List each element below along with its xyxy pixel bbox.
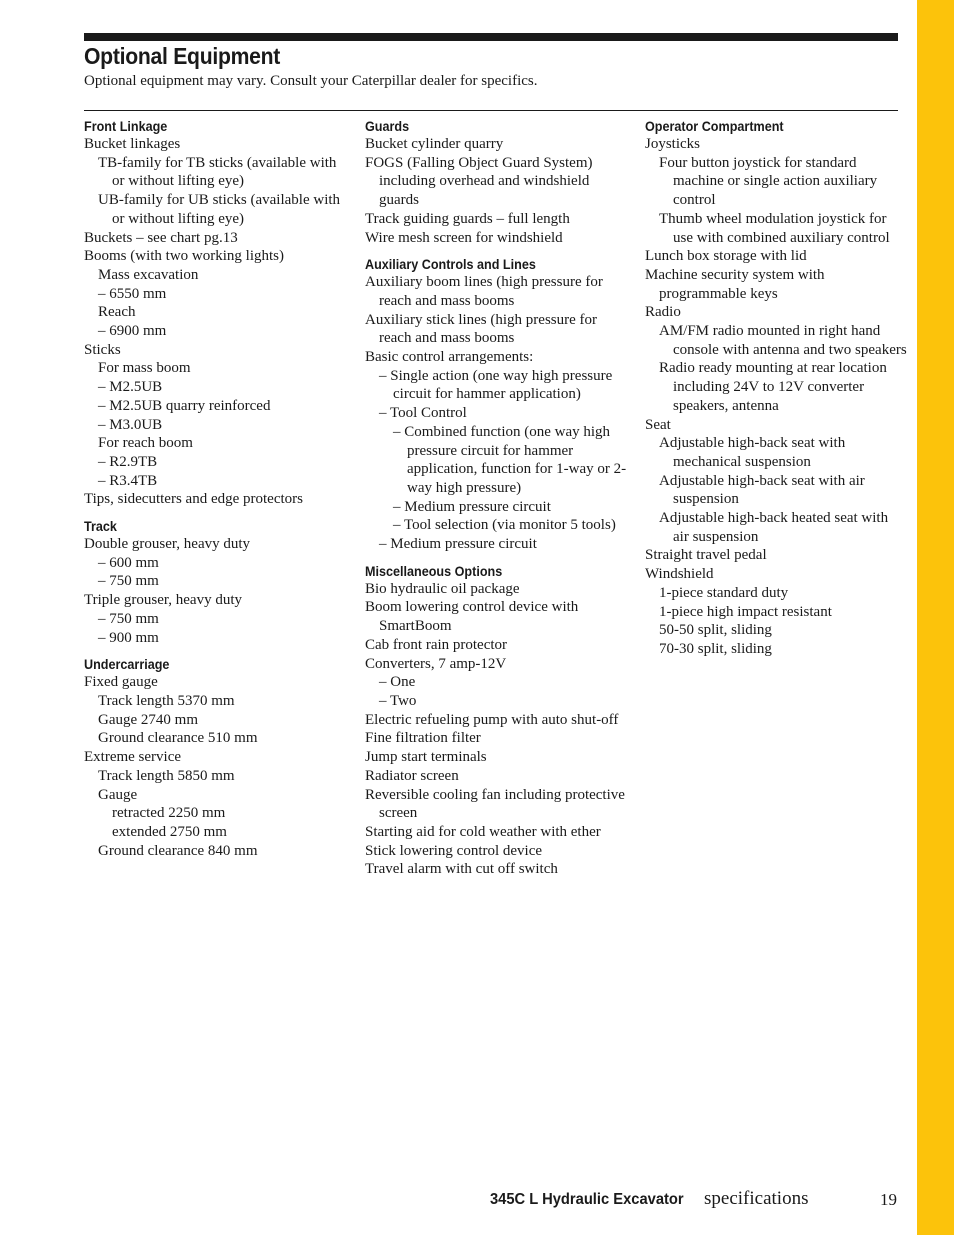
accent-side-bar <box>917 0 954 1235</box>
list-item: Buckets – see chart pg.13 <box>84 229 238 246</box>
list-item: Bucket cylinder quarry <box>365 136 504 152</box>
footer-label: specifications <box>704 1188 809 1209</box>
list-item: Auxiliary boom lines (high pressure for reach and mass booms <box>365 274 603 309</box>
list-item: FOGS (Falling Object Guard System) including overhead and windshield guards <box>365 154 593 209</box>
list-item: Track guiding guards – full length <box>365 210 570 227</box>
equipment-list <box>645 135 907 659</box>
page-number: 19 <box>880 1190 897 1209</box>
footer-product-name: 345C L Hydraulic Excavator <box>490 1191 684 1208</box>
list-item: Straight travel pedal <box>645 547 767 564</box>
list-item: Boom lowering control device with SmartBoom <box>365 599 579 635</box>
section-heading: Front Linkage <box>84 118 168 134</box>
equipment-section <box>84 116 344 509</box>
list-item: Seat <box>645 416 671 433</box>
list-item: Booms (with two working lights) <box>84 248 285 265</box>
list-item: Fine filtration filter <box>365 730 481 747</box>
list-item: – 600 mm <box>98 554 159 571</box>
list-item: Double grouser, heavy duty <box>84 536 251 553</box>
list-item: Bucket linkages <box>84 136 181 152</box>
list-item: Basic control arrangements: <box>365 349 534 366</box>
list-item: – 6550 mm <box>98 285 167 302</box>
list-item: 1-piece high impact resistant <box>659 603 832 620</box>
list-item: Mass excavation <box>98 266 199 283</box>
list-item: – R2.9TB <box>98 453 158 470</box>
equipment-section <box>84 654 344 860</box>
page-title: Optional Equipment <box>84 43 281 69</box>
list-item: Adjustable high-back seat with mechanical suspension <box>659 435 846 470</box>
list-item: Joysticks <box>645 136 701 152</box>
list-item: For mass boom <box>98 360 191 377</box>
list-item: Gauge <box>98 786 138 803</box>
list-item: – Tool selection (via monitor 5 tools) <box>393 517 616 534</box>
list-item: Ground clearance 510 mm <box>98 730 258 747</box>
list-item: Radio <box>645 304 681 321</box>
equipment-section <box>84 516 344 647</box>
list-item: – 900 mm <box>98 629 159 646</box>
list-item: Radiator screen <box>365 767 459 784</box>
list-item: – Medium pressure circuit <box>393 498 551 515</box>
page-footer <box>490 1188 898 1214</box>
list-item: Thumb wheel modulation joystick for use with combined auxiliary control <box>659 210 890 246</box>
column-2 <box>365 116 627 879</box>
list-item: Four button joystick for standard machine or single action auxiliary control <box>659 154 878 209</box>
list-item: Triple grouser, heavy duty <box>84 592 242 609</box>
list-item: Starting aid for cold weather with ether <box>365 823 601 840</box>
list-item: – One <box>379 674 416 691</box>
list-item: Auxiliary stick lines (high pressure for reach and mass booms <box>365 311 598 347</box>
list-item: Reach <box>98 304 136 321</box>
list-item: Ground clearance 840 mm <box>98 842 258 859</box>
list-item: Jump start terminals <box>365 749 487 766</box>
list-item: – 750 mm <box>98 573 159 590</box>
top-rule <box>84 33 898 41</box>
section-heading: Miscellaneous Options <box>365 562 503 579</box>
list-item: Windshield <box>645 566 714 583</box>
list-item: – M2.5UB quarry reinforced <box>98 397 271 414</box>
list-item: Electric refueling pump with auto shut-off <box>365 711 619 728</box>
equipment-list <box>365 580 627 879</box>
list-item: Wire mesh screen for windshield <box>365 229 563 246</box>
section-heading: Operator Compartment <box>645 118 784 134</box>
list-item: Bio hydraulic oil package <box>365 580 520 597</box>
section-heading: Track <box>84 518 117 535</box>
section-heading: Auxiliary Controls and Lines <box>365 256 536 273</box>
list-item: – Medium pressure circuit <box>379 536 537 553</box>
equipment-list <box>365 273 627 554</box>
list-item: Gauge 2740 mm <box>98 711 198 728</box>
section-heading: Guards <box>365 118 410 134</box>
list-item: Cab front rain protector <box>365 636 508 653</box>
list-item: Machine security system with programmable keys <box>645 266 825 302</box>
list-item: Track length 5370 mm <box>98 692 235 709</box>
equipment-section <box>645 116 907 659</box>
list-item: 70-30 split, sliding <box>659 640 772 657</box>
equipment-list <box>84 135 344 509</box>
list-item: – Single action (one way high pressure circuit for hammer application) <box>379 367 613 403</box>
list-item: retracted 2250 mm <box>112 805 226 822</box>
list-item: Sticks <box>84 341 121 358</box>
list-item: Stick lowering control device <box>365 842 543 859</box>
list-item: 50-50 split, sliding <box>659 622 772 639</box>
list-item: – Tool Control <box>379 405 467 422</box>
equipment-section <box>365 254 627 554</box>
list-item: AM/FM radio mounted in right hand console with antenna and two speakers <box>659 323 907 358</box>
list-item: extended 2750 mm <box>112 823 227 840</box>
list-item: TB-family for TB sticks (available with or without lifting eye) <box>98 154 337 190</box>
list-item: For reach boom <box>98 435 193 452</box>
list-item: Fixed gauge <box>84 674 158 691</box>
section-heading: Undercarriage <box>84 656 170 673</box>
list-item: Track length 5850 mm <box>98 767 235 784</box>
list-item: – Combined function (one way high pressure circuit for hammer application, function for 1-way or 2-way high pressure) <box>393 423 627 496</box>
column-3 <box>645 116 907 659</box>
list-item: – 750 mm <box>98 610 159 627</box>
list-item: Extreme service <box>84 749 182 766</box>
list-item: – 6900 mm <box>98 323 167 340</box>
list-item: – Two <box>379 692 417 709</box>
list-item: Travel alarm with cut off switch <box>365 861 558 878</box>
list-item: Adjustable high-back heated seat with air suspension <box>659 510 889 545</box>
list-item: – R3.4TB <box>98 472 158 489</box>
equipment-section <box>365 116 627 247</box>
list-item: – M2.5UB <box>98 379 163 396</box>
list-item: Reversible cooling fan including protective screen <box>365 786 625 822</box>
list-item: 1-piece standard duty <box>659 584 789 601</box>
list-item: Converters, 7 amp-12V <box>365 655 507 672</box>
list-item: Radio ready mounting at rear location including 24V to 12V converter speakers, antenna <box>659 360 887 414</box>
list-item: – M3.0UB <box>98 416 163 433</box>
list-item: Tips, sidecutters and edge protectors <box>84 491 303 508</box>
equipment-list <box>84 535 344 647</box>
equipment-list <box>84 673 344 860</box>
equipment-section <box>365 561 627 879</box>
column-1 <box>84 116 344 860</box>
list-item: Lunch box storage with lid <box>645 248 807 265</box>
divider-rule <box>84 110 898 111</box>
page-subtitle: Optional equipment may vary. Consult your Caterpillar dealer for specifics. <box>84 73 538 89</box>
equipment-list <box>365 135 627 247</box>
list-item: UB-family for UB sticks (available with or without lifting eye) <box>98 192 341 227</box>
list-item: Adjustable high-back seat with air suspension <box>659 472 865 508</box>
